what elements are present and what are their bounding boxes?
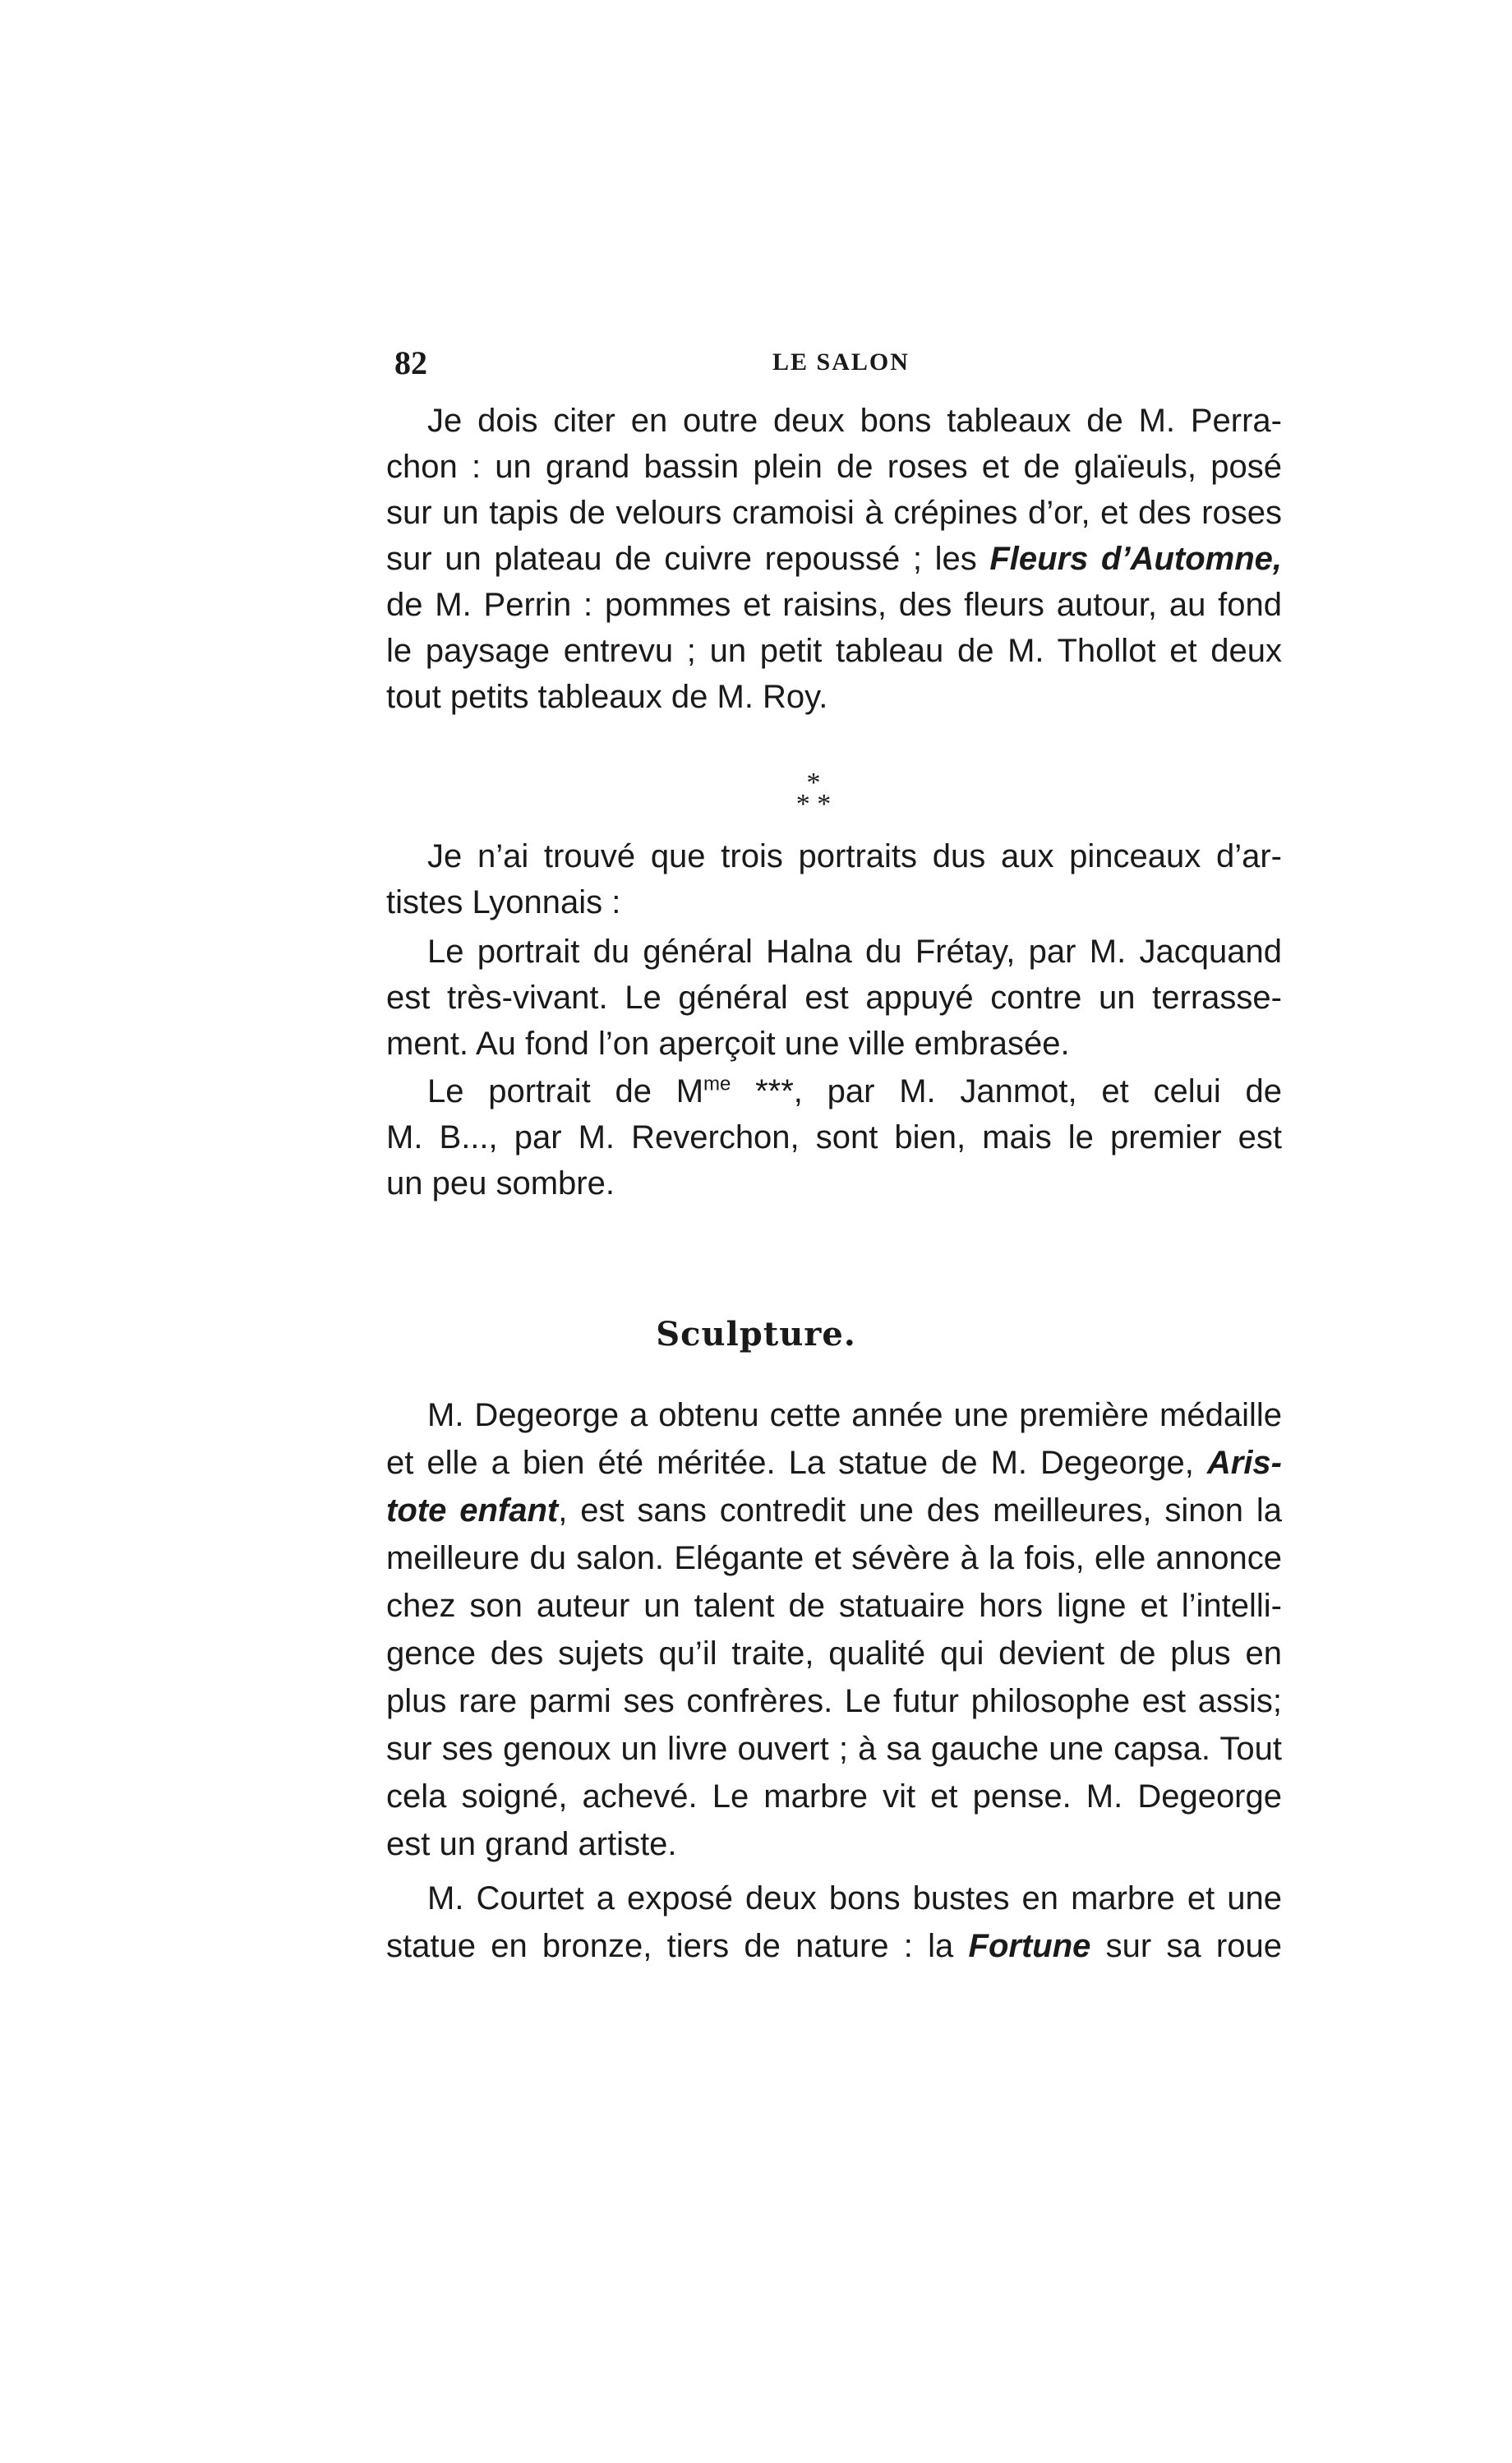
text-line: est un grand artiste. — [386, 1826, 677, 1862]
asterism-top: * — [806, 768, 821, 798]
text-line: plus rare parmi ses confrères. Le futur philosophe est assis; — [386, 1683, 1282, 1719]
text-span: sur un plateau de cuivre repoussé ; les — [386, 541, 990, 577]
text-line: Le portrait du général Halna du Frétay, par M. Jacquand — [427, 934, 1282, 970]
artwork-title: Aris- — [1206, 1445, 1282, 1481]
text-line — [386, 536, 1282, 582]
text-line: sur ses genoux un livre ouvert ; à sa gauche une capsa. Tout — [386, 1731, 1282, 1767]
text-line: chon : un grand bassin plein de roses et de glaïeuls, posé — [386, 449, 1282, 485]
text-line: M. B..., par M. Reverchon, sont bien, mais le premier est — [386, 1119, 1282, 1155]
text-span: et elle a bien été méritée. La statue de M. Degeorge, — [386, 1445, 1207, 1481]
text-span: sur sa roue — [1090, 1928, 1282, 1964]
text-span: statue en bronze, tiers de nature : la — [386, 1928, 969, 1964]
artwork-title: Fortune — [968, 1928, 1091, 1964]
text-line: M. Courtet a exposé deux bons bustes en marbre et une — [427, 1880, 1282, 1916]
artwork-title: Fleurs d’Automne, — [989, 541, 1282, 577]
text-line: Je n’ai trouvé que trois portraits dus aux pinceaux d’ar- — [427, 838, 1282, 874]
text-line: M. Degeorge a obtenu cette année une première médaille — [427, 1397, 1282, 1433]
text-line: de M. Perrin : pommes et raisins, des fleurs autour, au fond — [386, 587, 1282, 623]
page-header — [394, 344, 1274, 393]
text-line: ment. Au fond l’on aperçoit une ville embrasée. — [386, 1026, 1070, 1062]
page-number: 82 — [394, 344, 427, 381]
text-line — [386, 1487, 1282, 1534]
text-span: ***, par M. Janmot, et celui de — [731, 1073, 1282, 1109]
text-line: sur un tapis de velours cramoisi à crépines d’or, et des roses — [386, 495, 1282, 531]
text-line: le paysage entrevu ; un petit tableau de M. Thollot et deux — [386, 633, 1282, 669]
text-line: meilleure du salon. Elégante et sévère à la fois, elle annonce — [386, 1540, 1282, 1576]
text-line: un peu sombre. — [386, 1165, 615, 1202]
text-line — [427, 1068, 1282, 1114]
text-line: tistes Lyonnais : — [386, 884, 621, 920]
running-title: LE SALON — [772, 348, 910, 376]
text-line: tout petits tableaux de M. Roy. — [386, 679, 828, 715]
asterism-bottom: * * — [795, 789, 832, 819]
asterism-separator — [764, 768, 863, 819]
text-span: Le portrait de M — [427, 1073, 704, 1109]
text-line: cela soigné, achevé. Le marbre vit et pense. M. Degeorge — [386, 1778, 1282, 1815]
text-line: chez son auteur un talent de statuaire hors ligne et l’intelli- — [386, 1588, 1282, 1624]
section-title: Sculpture. — [656, 1315, 856, 1354]
superscript: me — [703, 1072, 731, 1095]
text-line: Je dois citer en outre deux bons tableaux de M. Perra- — [427, 403, 1282, 439]
text-line — [386, 1923, 1282, 1969]
text-line: est très-vivant. Le général est appuyé contre un terrasse- — [386, 980, 1282, 1016]
text-line — [386, 1440, 1282, 1486]
text-span: , est sans contredit une des meilleures, sinon la — [558, 1492, 1282, 1529]
text-line: gence des sujets qu’il traite, qualité qui devient de plus en — [386, 1635, 1282, 1672]
artwork-title: tote enfant — [386, 1492, 559, 1529]
